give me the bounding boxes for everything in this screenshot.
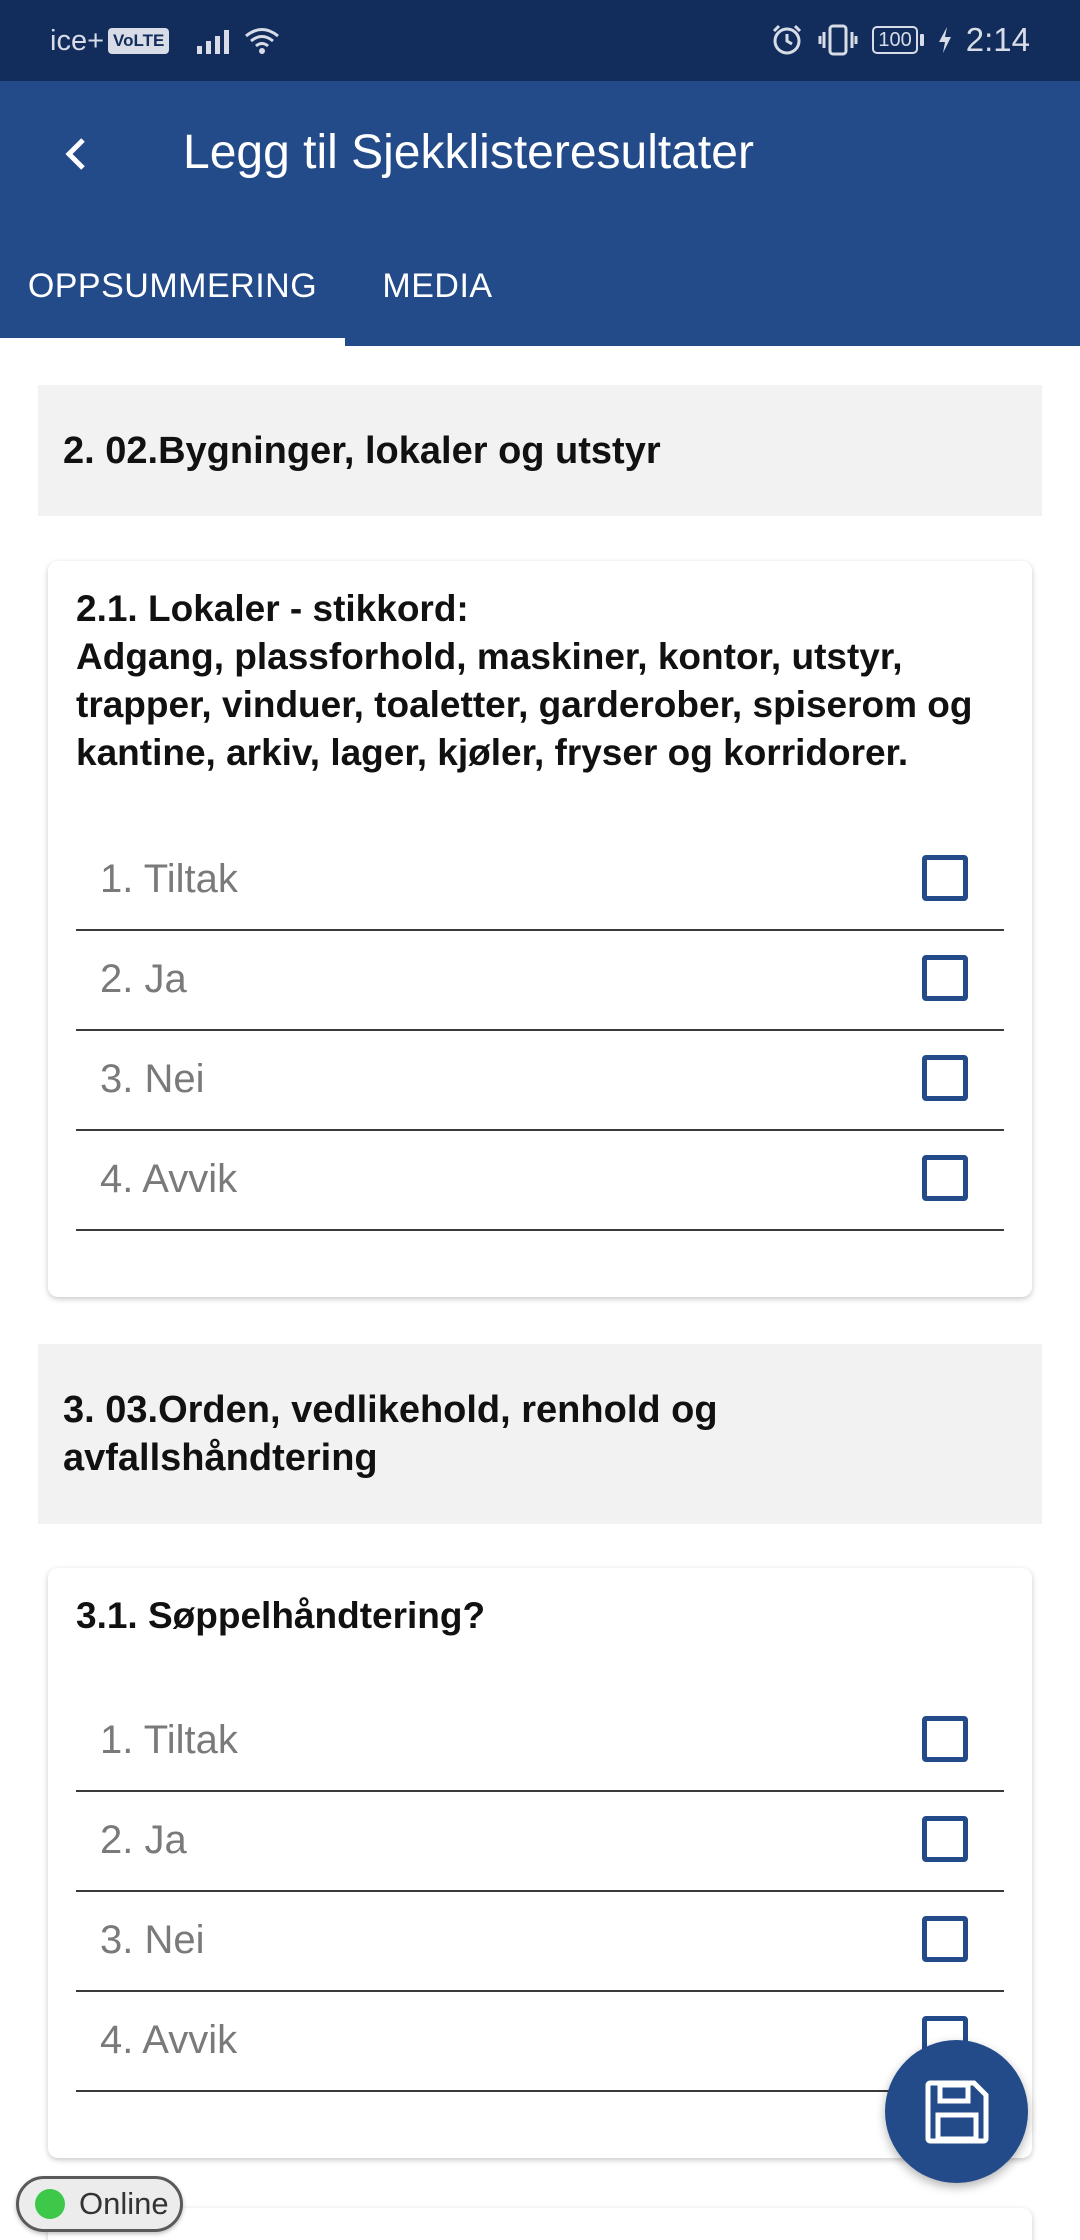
option-row[interactable] [76,831,1004,931]
checkbox-nei[interactable] [922,1916,968,1962]
signal-icon [197,28,229,54]
battery-level: 100 [872,26,917,54]
checkbox-avvik[interactable] [922,1155,968,1201]
tab-oppsummering[interactable]: OPPSUMMERING [27,266,318,305]
checkbox-tiltak[interactable] [922,1716,968,1762]
question-text [76,585,1004,777]
section-header: 2. 02.Bygninger, lokaler og utstyr [38,385,1042,516]
checkbox-ja[interactable] [922,955,968,1001]
status-left [50,22,281,60]
status-right [770,18,1030,62]
option-row[interactable] [76,1031,1004,1131]
question-card [48,2208,1032,2240]
question-text [76,1592,1004,1640]
option-label: 4. Avvik [100,2018,238,2062]
question-card [48,1568,1032,2158]
save-button[interactable] [885,2040,1028,2183]
option-label: 1. Tiltak [100,1718,238,1762]
connection-label: Online [79,2186,169,2221]
checkbox-tiltak[interactable] [922,855,968,901]
option-row[interactable] [76,1792,1004,1892]
question-card [48,561,1032,1297]
battery-icon [872,26,923,54]
connection-status [16,2176,183,2232]
option-label: 2. Ja [100,957,187,1001]
section-header: 3. 03.Orden, vedlikehold, renhold og avfallshåndtering [38,1344,1042,1524]
vibrate-icon [818,23,858,57]
back-button[interactable] [40,119,110,189]
tab-indicator [0,338,345,346]
question-description: Adgang, plassforhold, maskiner, kontor, utstyr, trapper, vinduer, toaletter, garderober, spiserom og kantine, arkiv, lager, kjøler, fryser og korridorer. [76,636,973,773]
carrier-label: ice+ [50,24,105,57]
tab-media[interactable]: MEDIA [382,266,493,305]
status-bar [0,0,1080,81]
option-label: 1. Tiltak [100,857,238,901]
charging-icon [938,27,952,53]
page-title: Legg til Sjekklisteresultater [183,126,754,179]
option-label: 3. Nei [100,1918,205,1962]
tab-bar [0,226,1080,346]
question-title: 2.1. Lokaler - stikkord: [76,588,469,629]
save-icon [924,2079,990,2145]
option-row[interactable] [76,1692,1004,1792]
volte-badge: VoLTE [108,28,169,54]
checkbox-nei[interactable] [922,1055,968,1101]
option-row[interactable] [76,931,1004,1031]
clock: 2:14 [965,21,1030,58]
option-row[interactable] [76,1892,1004,1992]
wifi-icon [243,26,281,56]
question-title: 3.1. Søppelhåndtering? [76,1595,486,1636]
online-indicator-icon [35,2189,65,2219]
checkbox-ja[interactable] [922,1816,968,1862]
option-row[interactable] [76,1131,1004,1231]
option-row[interactable] [76,1992,1004,2092]
option-label: 4. Avvik [100,1157,238,1201]
option-label: 3. Nei [100,1057,205,1101]
back-arrow-icon [61,134,89,174]
option-label: 2. Ja [100,1818,187,1862]
alarm-icon [770,23,804,57]
app-bar [0,81,1080,226]
